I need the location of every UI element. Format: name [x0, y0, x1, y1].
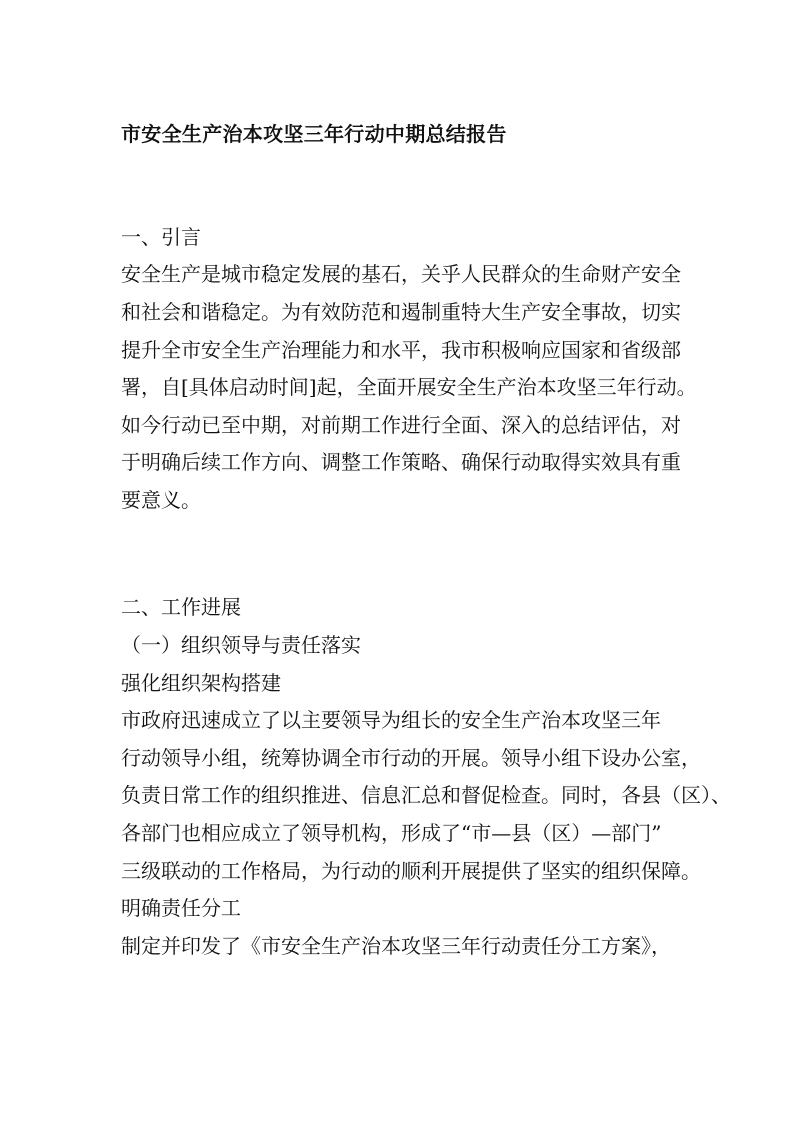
paragraph-line: 署，自[具体启动时间]起，全面开展安全生产治本攻坚三年行动。 — [121, 375, 697, 399]
paragraph-line: 市政府迅速成立了以主要领导为组长的安全生产治本攻坚三年 — [121, 708, 661, 732]
subsection-heading: （一）组织领导与责任落实 — [121, 633, 361, 657]
paragraph-line: 安全生产是城市稳定发展的基石，关乎人民群众的生命财产安全 — [121, 262, 681, 286]
section-heading-work-progress: 二、工作进展 — [121, 595, 241, 619]
paragraph-line: 行动领导小组，统筹协调全市行动的开展。领导小组下设办公室， — [121, 746, 701, 770]
paragraph-line: 各部门也相应成立了领导机构，形成了“市—县（区）—部门” — [121, 821, 662, 845]
paragraph-line: 制定并印发了《市安全生产治本攻坚三年行动责任分工方案》， — [121, 934, 671, 958]
item-subheading: 强化组织架构搭建 — [121, 671, 281, 695]
paragraph-line: 提升全市安全生产治理能力和水平，我市积极响应国家和省级部 — [121, 338, 681, 362]
paragraph-line: 三级联动的工作格局，为行动的顺利开展提供了坚实的组织保障。 — [121, 859, 701, 883]
paragraph-line: 和社会和谐稳定。为有效防范和遏制重特大生产安全事故，切实 — [121, 300, 681, 324]
paragraph-line: 于明确后续工作方向、调整工作策略、确保行动取得实效具有重 — [121, 450, 681, 474]
paragraph-line: 要意义。 — [121, 488, 201, 512]
paragraph-line: 如今行动已至中期，对前期工作进行全面、深入的总结评估，对 — [121, 413, 681, 437]
item-subheading: 明确责任分工 — [121, 896, 241, 920]
document-title: 市安全生产治本攻坚三年行动中期总结报告 — [121, 122, 507, 146]
paragraph-line: 负责日常工作的组织推进、信息汇总和督促检查。同时，各县（区）、 — [121, 783, 731, 807]
section-heading-introduction: 一、引言 — [121, 225, 201, 249]
